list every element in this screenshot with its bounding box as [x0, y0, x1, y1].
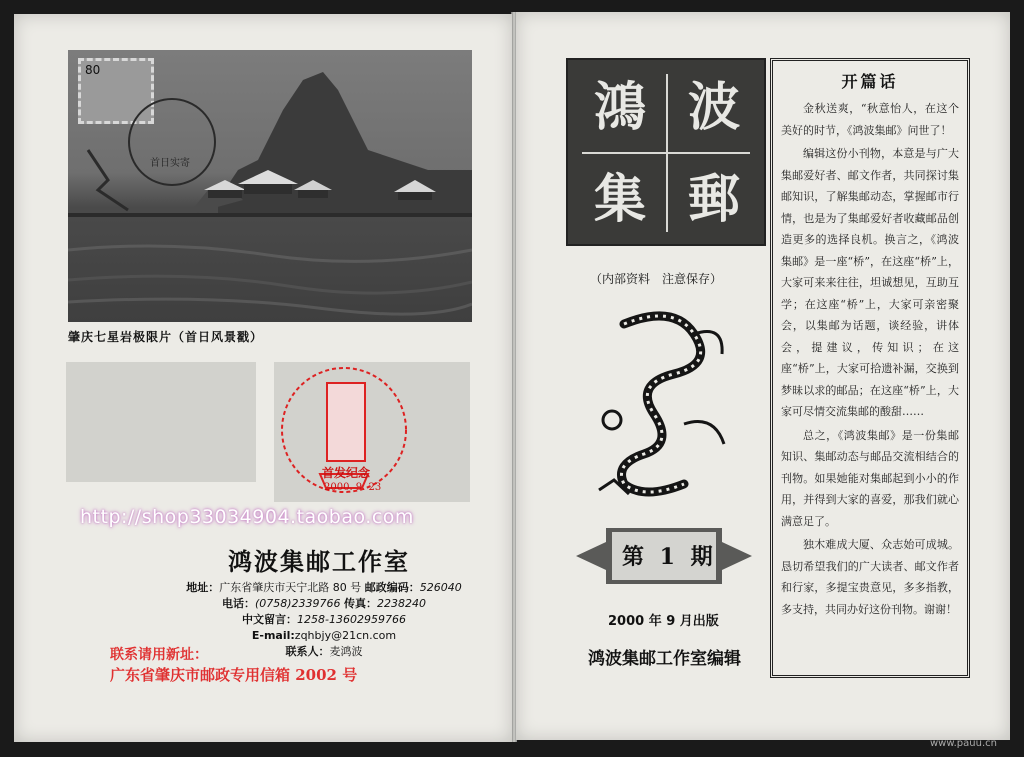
preface-box	[770, 58, 970, 678]
cachet-title: 首发纪念	[322, 466, 371, 480]
postmark-circle	[128, 98, 216, 186]
cachet-date: 2000. 9. 23	[324, 482, 382, 493]
preface-paragraph-1: 金秋送爽，“秋意怡人，在这个美好的时节，《鸿波集邮》问世了！	[781, 102, 959, 137]
new-address: 广东省肇庆市邮政专用信箱 2002 号	[110, 666, 358, 684]
left-page	[14, 14, 512, 742]
title-char-2: 波	[687, 77, 740, 138]
stamp-value: 80	[85, 63, 101, 77]
contact-block	[164, 580, 484, 660]
maximum-card-photo	[68, 50, 472, 322]
pager-line: 中文留言：1258-13602959766	[242, 613, 406, 626]
fax-value: 2238240	[377, 597, 427, 610]
preface-paragraph-4: 独木难成大厦、众志始可成城。恳切希望我们的广大读者、邮文作者和行家，多提宝贵意见，多多指教，多支持，共同办好这份刊物。谢谢！	[781, 538, 959, 616]
studio-title: 鸿波集邮工作室	[228, 547, 410, 576]
bleed-through-block-left	[66, 362, 256, 482]
masthead-title-box	[566, 58, 766, 246]
postmark-date: 首日实寄	[150, 158, 190, 169]
cachet-mini-stamp	[326, 382, 366, 462]
editor-credit: 鸿波集邮工作室编辑	[588, 649, 741, 669]
title-cross-vertical	[666, 74, 668, 232]
email-line: E-mail:zqhbjy@21cn.com	[251, 629, 397, 642]
person-value: 麦鸿波	[329, 645, 363, 658]
first-issue-cachet	[262, 362, 432, 512]
person-line: 联系人：麦鸿波	[285, 645, 363, 658]
issue-number: 第 1 期	[622, 544, 717, 570]
address-value: 广东省肇庆市天宁北路 80 号	[219, 581, 362, 594]
preface-heading: 开篇话	[841, 72, 899, 91]
address-line: 地址：广东省肇庆市天宁北路 80 号 邮政编码：526040	[186, 581, 462, 594]
dragon-illustration-icon	[584, 304, 734, 500]
internal-note: （内部资料 注意保存）	[590, 272, 723, 286]
email-value[interactable]: zqhbjy@21cn.com	[294, 629, 397, 642]
preface-paragraph-2: 编辑这份小刊物，本意是与广大集邮爱好者、邮文作者，共同探讨集邮知识，了解集邮动态，掌握邮市行情，也是为了集邮爱好者收藏邮品创造更多的选择良机。换言之，《鸿波集邮》是一座“桥”，在这座“桥”上，大家可来来往往，坦诚想见，互助互学；在这座“桥”上，大家可亲密聚会，以集邮为话题，谈经验，讲体会，提建议，传知识；在这座“桥”上，大家可拾遗补漏，交换到梦昧以求的邮品；在这座“桥”上，大家可尽情交流集邮的酸甜……	[781, 147, 959, 418]
preface-paragraph-3: 总之，《鸿波集邮》是一份集邮知识、集邮动态与邮品交流相结合的刊物。如果她能对集邮起到小小的作用，并得到大家的喜爱，那我们就心满意足了。	[781, 428, 959, 528]
postcode-value: 526040	[419, 581, 462, 594]
new-address-label: 联系请用新址：	[110, 647, 208, 663]
phone-value: (0758)2339766	[254, 597, 341, 610]
photo-caption: 肇庆七星岩极限片（首日风景戳）	[68, 330, 264, 344]
site-watermark: www.pauu.cn	[930, 738, 997, 749]
pager-value: 1258-13602959766	[297, 613, 406, 626]
phone-line: 电话：(0758)2339766 传真：2238240	[221, 597, 427, 610]
shop-watermark-link[interactable]: http://shop33034904.taobao.com	[80, 506, 414, 528]
title-char-1: 鴻	[593, 77, 646, 138]
publication-date: 2000 年 9 月出版	[608, 614, 719, 629]
title-char-3: 集	[593, 169, 646, 230]
title-char-4: 郵	[687, 169, 740, 230]
